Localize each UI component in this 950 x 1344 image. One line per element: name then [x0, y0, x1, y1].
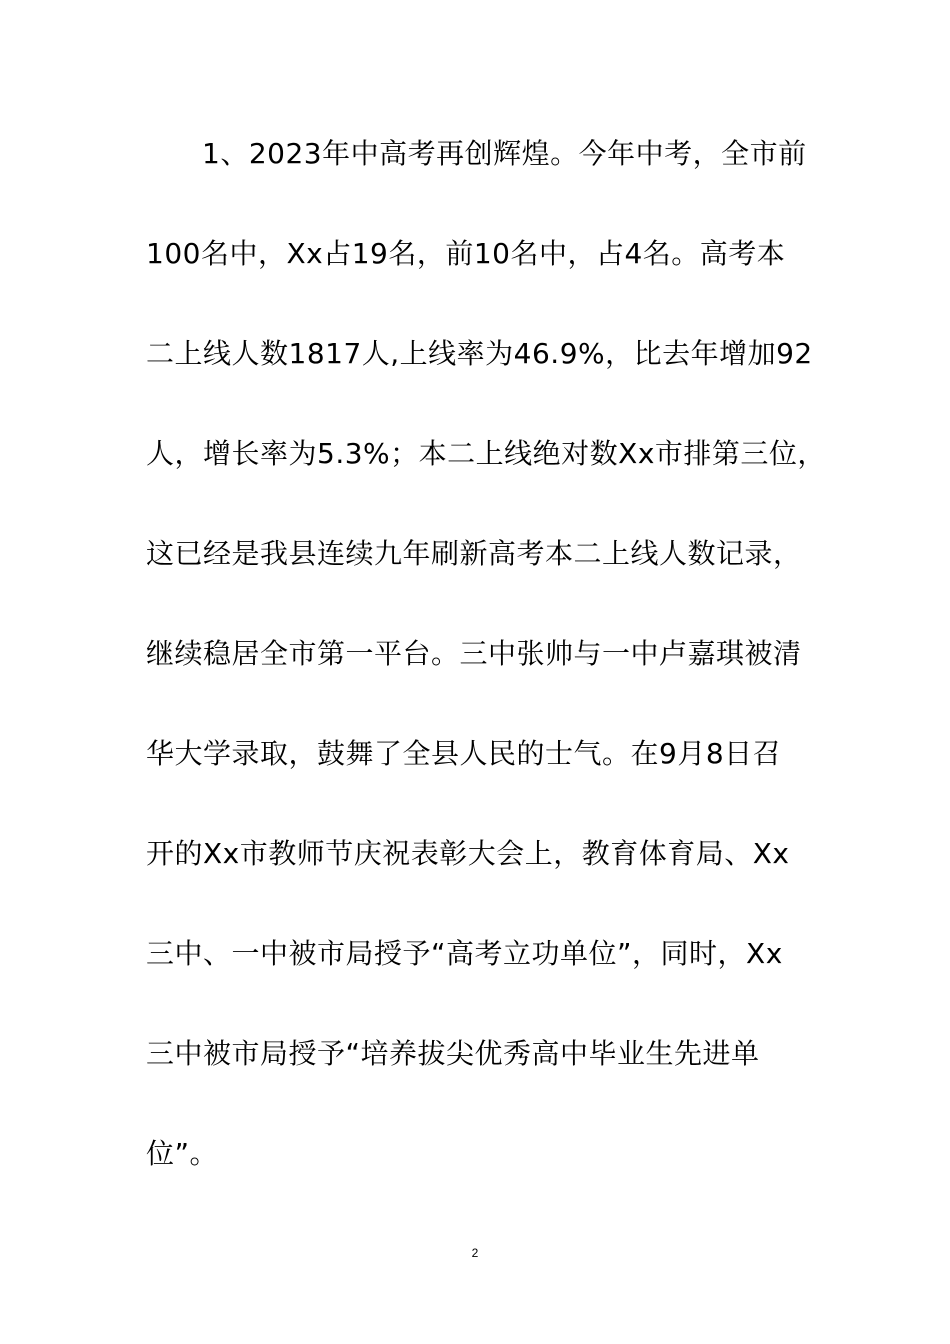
paragraph-line: 位”。	[146, 1137, 219, 1170]
paragraph-line: 100名中，Xx占19名，前10名中，占4名。高考本	[146, 237, 786, 270]
paragraph-line: 人，增长率为5.3%；本二上线绝对数Xx市排第三位，	[146, 437, 826, 470]
paragraph-line: 开的Xx市教师节庆祝表彰大会上，教育体育局、Xx	[146, 837, 790, 870]
paragraph-line: 1、2023年中高考再创辉煌。今年中考，全市前	[202, 137, 807, 170]
paragraph-line: 三中被市局授予“培养拔尖优秀高中毕业生先进单	[146, 1037, 760, 1070]
paragraph-line: 三中、一中被市局授予“高考立功单位”，同时，Xx	[146, 937, 783, 970]
paragraph-line: 继续稳居全市第一平台。三中张帅与一中卢嘉琪被清	[146, 637, 802, 670]
paragraph-line: 华大学录取，鼓舞了全县人民的士气。在9月8日召	[146, 737, 782, 770]
paragraph-body	[146, 126, 846, 1226]
paragraph-line: 二上线人数1817人,上线率为46.9%，比去年增加92	[146, 337, 813, 370]
paragraph-line: 这已经是我县连续九年刷新高考本二上线人数记录，	[146, 537, 802, 570]
page-number: 2	[471, 1246, 479, 1260]
